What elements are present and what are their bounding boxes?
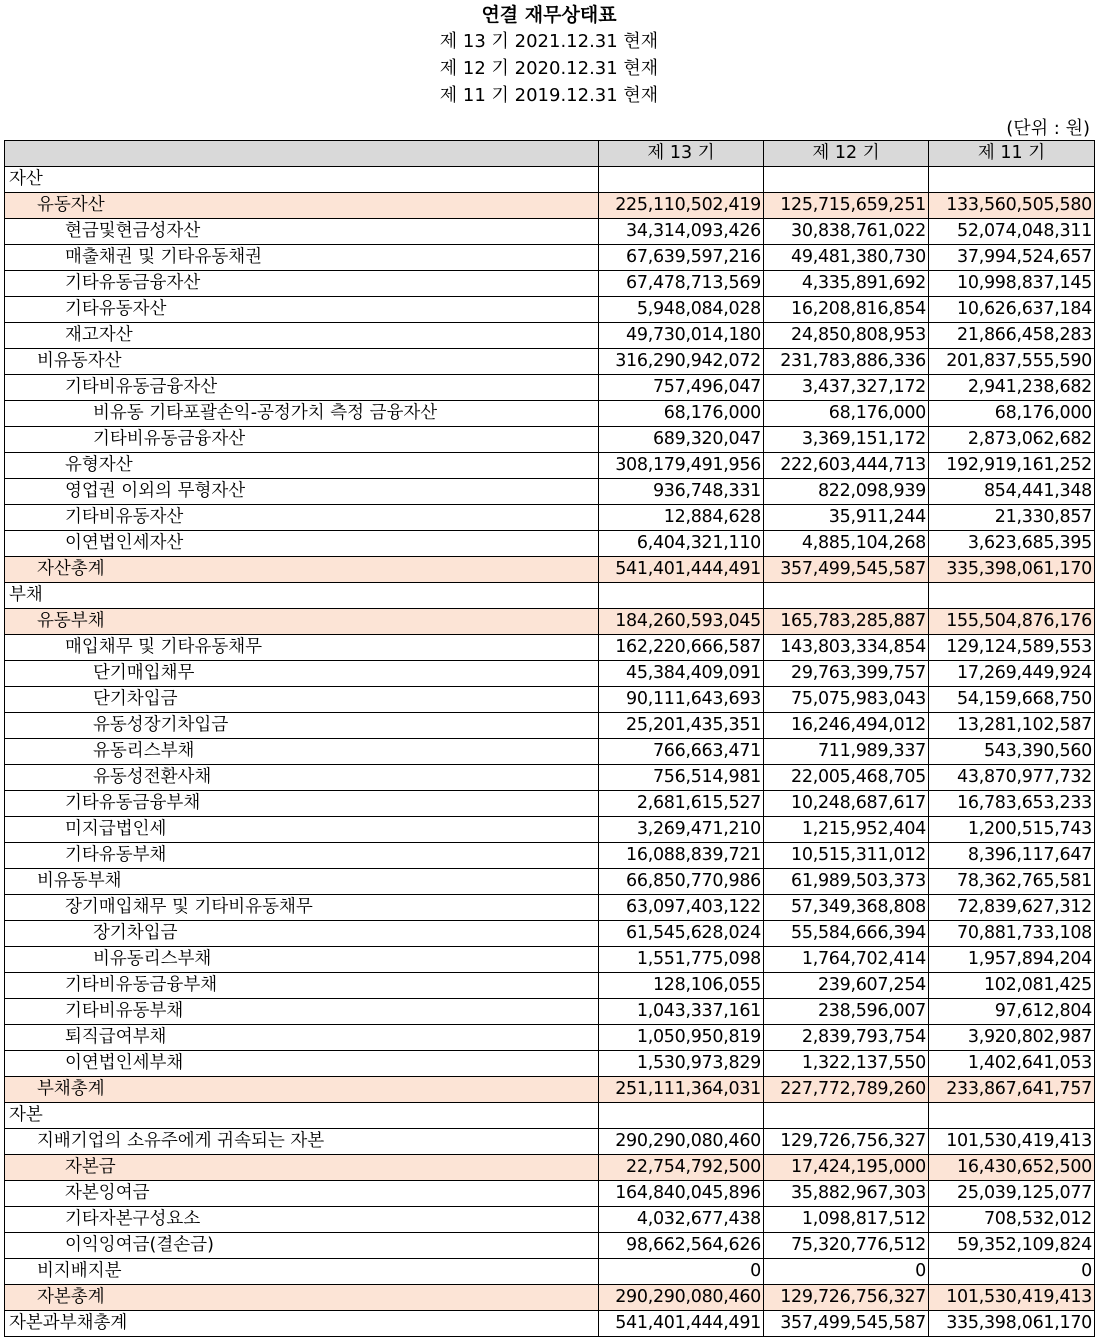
table-row [5,869,1095,895]
row-value: 164,840,045,896 [599,1181,764,1207]
row-value: 1,402,641,053 [929,1051,1095,1077]
row-value: 155,504,876,176 [929,609,1095,635]
row-value: 68,176,000 [929,401,1095,427]
row-value: 61,989,503,373 [764,869,929,895]
row-value: 757,496,047 [599,375,764,401]
row-value: 1,957,894,204 [929,947,1095,973]
row-value [599,583,764,609]
row-label: 유동부채 [5,609,599,635]
row-value: 128,106,055 [599,973,764,999]
row-value: 290,290,080,460 [599,1285,764,1311]
row-value: 225,110,502,419 [599,193,764,219]
row-label: 기타유동부채 [5,843,599,869]
row-label: 자산총계 [5,557,599,583]
row-label: 비유동 기타포괄손익-공정가치 측정 금융자산 [5,401,599,427]
row-value: 10,248,687,617 [764,791,929,817]
row-value: 22,754,792,500 [599,1155,764,1181]
row-value [599,1103,764,1129]
row-value [929,583,1095,609]
row-value: 17,424,195,000 [764,1155,929,1181]
row-value: 49,730,014,180 [599,323,764,349]
row-label: 재고자산 [5,323,599,349]
row-value: 16,208,816,854 [764,297,929,323]
row-label: 매출채권 및 기타유동채권 [5,245,599,271]
table-row [5,557,1095,583]
row-value: 357,499,545,587 [764,557,929,583]
row-value: 711,989,337 [764,739,929,765]
row-label: 자본과부채총계 [5,1311,599,1337]
row-value: 22,005,468,705 [764,765,929,791]
table-row [5,1155,1095,1181]
column-header: 제 12 기 [764,141,929,167]
row-value: 4,335,891,692 [764,271,929,297]
row-value: 54,159,668,750 [929,687,1095,713]
table-row [5,1207,1095,1233]
row-value: 98,662,564,626 [599,1233,764,1259]
row-value: 1,050,950,819 [599,1025,764,1051]
table-row [5,1051,1095,1077]
row-value: 90,111,643,693 [599,687,764,713]
row-label: 유동성장기차입금 [5,713,599,739]
row-value: 541,401,444,491 [599,557,764,583]
row-value: 97,612,804 [929,999,1095,1025]
row-value: 233,867,641,757 [929,1077,1095,1103]
row-value: 5,948,084,028 [599,297,764,323]
row-label: 기타비유동금융자산 [5,427,599,453]
row-value [764,583,929,609]
table-row [5,1025,1095,1051]
row-label: 퇴직급여부채 [5,1025,599,1051]
row-value: 0 [929,1259,1095,1285]
row-value: 1,215,952,404 [764,817,929,843]
row-value: 689,320,047 [599,427,764,453]
row-value: 143,803,334,854 [764,635,929,661]
row-value: 8,396,117,647 [929,843,1095,869]
row-value: 59,352,109,824 [929,1233,1095,1259]
row-label: 자본금 [5,1155,599,1181]
row-value: 55,584,666,394 [764,921,929,947]
row-value: 6,404,321,110 [599,531,764,557]
table-row [5,1311,1095,1337]
row-label: 이익잉여금(결손금) [5,1233,599,1259]
row-label: 매입채무 및 기타유동채무 [5,635,599,661]
row-value: 34,314,093,426 [599,219,764,245]
row-value: 3,920,802,987 [929,1025,1095,1051]
row-value: 2,941,238,682 [929,375,1095,401]
row-value: 16,783,653,233 [929,791,1095,817]
row-value [764,1103,929,1129]
row-label: 이연법인세자산 [5,531,599,557]
row-value: 67,639,597,216 [599,245,764,271]
row-value: 30,838,761,022 [764,219,929,245]
row-label: 단기매입채무 [5,661,599,687]
row-value: 129,726,756,327 [764,1129,929,1155]
row-value: 1,322,137,550 [764,1051,929,1077]
table-row [5,947,1095,973]
row-value: 184,260,593,045 [599,609,764,635]
row-value: 3,269,471,210 [599,817,764,843]
row-value: 4,885,104,268 [764,531,929,557]
row-value: 766,663,471 [599,739,764,765]
row-label: 현금및현금성자산 [5,219,599,245]
row-value: 10,515,311,012 [764,843,929,869]
row-value: 125,715,659,251 [764,193,929,219]
row-value: 25,039,125,077 [929,1181,1095,1207]
row-value: 3,623,685,395 [929,531,1095,557]
row-value: 101,530,419,413 [929,1129,1095,1155]
row-value: 4,032,677,438 [599,1207,764,1233]
row-value: 357,499,545,587 [764,1311,929,1337]
row-value: 45,384,409,091 [599,661,764,687]
table-row [5,921,1095,947]
row-label: 유동자산 [5,193,599,219]
row-value: 70,881,733,108 [929,921,1095,947]
table-row [5,713,1095,739]
table-row [5,1285,1095,1311]
row-value: 129,124,589,553 [929,635,1095,661]
row-label: 미지급법인세 [5,817,599,843]
row-value: 238,596,007 [764,999,929,1025]
row-value: 61,545,628,024 [599,921,764,947]
row-value: 72,839,627,312 [929,895,1095,921]
row-value: 335,398,061,170 [929,557,1095,583]
row-value: 251,111,364,031 [599,1077,764,1103]
row-value: 78,362,765,581 [929,869,1095,895]
row-value: 24,850,808,953 [764,323,929,349]
row-value: 3,369,151,172 [764,427,929,453]
row-value: 16,088,839,721 [599,843,764,869]
table-row [5,791,1095,817]
table-row [5,271,1095,297]
row-value: 12,884,628 [599,505,764,531]
period-line: 제 11 기 2019.12.31 현재 [439,85,659,106]
row-value: 101,530,419,413 [929,1285,1095,1311]
row-label: 장기매입채무 및 기타비유동채무 [5,895,599,921]
balance-sheet-table [4,140,1095,1337]
row-value: 2,839,793,754 [764,1025,929,1051]
row-label: 자본잉여금 [5,1181,599,1207]
row-value: 231,783,886,336 [764,349,929,375]
row-value: 0 [599,1259,764,1285]
row-value: 308,179,491,956 [599,453,764,479]
table-row [5,817,1095,843]
row-value: 49,481,380,730 [764,245,929,271]
row-label: 자본총계 [5,1285,599,1311]
table-row [5,245,1095,271]
row-label: 비유동리스부채 [5,947,599,973]
row-label: 비유동자산 [5,349,599,375]
row-value: 335,398,061,170 [929,1311,1095,1337]
row-value: 936,748,331 [599,479,764,505]
row-value: 3,437,327,172 [764,375,929,401]
row-label: 기타비유동자산 [5,505,599,531]
row-value: 290,290,080,460 [599,1129,764,1155]
row-label: 유동성전환사채 [5,765,599,791]
row-value: 708,532,012 [929,1207,1095,1233]
row-value: 1,043,337,161 [599,999,764,1025]
table-row [5,1077,1095,1103]
row-value: 201,837,555,590 [929,349,1095,375]
row-value: 543,390,560 [929,739,1095,765]
table-row [5,453,1095,479]
row-value: 16,430,652,500 [929,1155,1095,1181]
table-row [5,609,1095,635]
table-row [5,297,1095,323]
row-value: 162,220,666,587 [599,635,764,661]
row-value: 17,269,449,924 [929,661,1095,687]
row-value: 13,281,102,587 [929,713,1095,739]
row-value: 0 [764,1259,929,1285]
row-value: 75,320,776,512 [764,1233,929,1259]
table-row [5,1233,1095,1259]
row-label: 유형자산 [5,453,599,479]
row-label: 기타자본구성요소 [5,1207,599,1233]
row-value: 1,530,973,829 [599,1051,764,1077]
table-row [5,505,1095,531]
row-value: 1,098,817,512 [764,1207,929,1233]
row-label: 기타비유동금융부채 [5,973,599,999]
row-label: 부채총계 [5,1077,599,1103]
table-row [5,635,1095,661]
row-label: 비유동부채 [5,869,599,895]
row-value: 133,560,505,580 [929,193,1095,219]
row-value: 16,246,494,012 [764,713,929,739]
table-row [5,323,1095,349]
row-value [929,1103,1095,1129]
row-value: 192,919,161,252 [929,453,1095,479]
row-value: 37,994,524,657 [929,245,1095,271]
row-label: 지배기업의 소유주에게 귀속되는 자본 [5,1129,599,1155]
row-label: 기타유동자산 [5,297,599,323]
period-line: 제 13 기 2021.12.31 현재 [439,31,659,52]
row-value: 66,850,770,986 [599,869,764,895]
table-header-row [5,141,1095,167]
row-value: 541,401,444,491 [599,1311,764,1337]
row-label: 자산 [5,167,599,193]
row-label: 자본 [5,1103,599,1129]
row-value: 2,873,062,682 [929,427,1095,453]
table-row [5,1181,1095,1207]
row-value: 75,075,983,043 [764,687,929,713]
row-value: 1,551,775,098 [599,947,764,973]
row-value: 1,200,515,743 [929,817,1095,843]
table-row [5,739,1095,765]
period-line: 제 12 기 2020.12.31 현재 [439,58,659,79]
row-value: 222,603,444,713 [764,453,929,479]
table-row [5,661,1095,687]
table-row [5,401,1095,427]
row-value: 822,098,939 [764,479,929,505]
row-label: 유동리스부채 [5,739,599,765]
statement-header [0,0,1098,109]
row-value [929,167,1095,193]
row-value: 68,176,000 [764,401,929,427]
row-label: 단기차입금 [5,687,599,713]
table-body [5,167,1095,1337]
row-label: 기타비유동금융자산 [5,375,599,401]
table-row [5,583,1095,609]
row-label: 기타비유동부채 [5,999,599,1025]
row-value: 10,998,837,145 [929,271,1095,297]
row-label: 부채 [5,583,599,609]
row-value: 35,911,244 [764,505,929,531]
table-row [5,219,1095,245]
table-row [5,973,1095,999]
row-label: 장기차입금 [5,921,599,947]
table-row [5,531,1095,557]
table-row [5,427,1095,453]
column-header [5,141,599,167]
table-row [5,999,1095,1025]
row-value: 29,763,399,757 [764,661,929,687]
row-value: 63,097,403,122 [599,895,764,921]
row-value: 21,330,857 [929,505,1095,531]
row-value: 227,772,789,260 [764,1077,929,1103]
row-value: 35,882,967,303 [764,1181,929,1207]
row-label: 기타유동금융부채 [5,791,599,817]
table-row [5,1103,1095,1129]
table-row [5,193,1095,219]
row-value: 2,681,615,527 [599,791,764,817]
row-value: 10,626,637,184 [929,297,1095,323]
row-value [599,167,764,193]
row-label: 비지배지분 [5,1259,599,1285]
table-row [5,167,1095,193]
row-value: 21,866,458,283 [929,323,1095,349]
row-value: 165,783,285,887 [764,609,929,635]
row-value: 129,726,756,327 [764,1285,929,1311]
table-row [5,1129,1095,1155]
row-value: 68,176,000 [599,401,764,427]
row-value: 52,074,048,311 [929,219,1095,245]
table-row [5,375,1095,401]
row-value: 25,201,435,351 [599,713,764,739]
unit-label: (단위 : 원) [1006,118,1090,139]
table-row [5,843,1095,869]
row-value: 1,764,702,414 [764,947,929,973]
row-value: 102,081,425 [929,973,1095,999]
row-value: 239,607,254 [764,973,929,999]
row-value: 316,290,942,072 [599,349,764,375]
row-value: 43,870,977,732 [929,765,1095,791]
table-row [5,895,1095,921]
table-row [5,1259,1095,1285]
table-row [5,765,1095,791]
row-value [764,167,929,193]
row-label: 이연법인세부채 [5,1051,599,1077]
row-label: 기타유동금융자산 [5,271,599,297]
table-row [5,349,1095,375]
row-value: 67,478,713,569 [599,271,764,297]
column-header: 제 13 기 [599,141,764,167]
column-header: 제 11 기 [929,141,1095,167]
row-value: 756,514,981 [599,765,764,791]
row-label: 영업권 이외의 무형자산 [5,479,599,505]
statement-title: 연결 재무상태표 [481,4,617,26]
row-value: 854,441,348 [929,479,1095,505]
table-row [5,687,1095,713]
row-value: 57,349,368,808 [764,895,929,921]
table-row [5,479,1095,505]
